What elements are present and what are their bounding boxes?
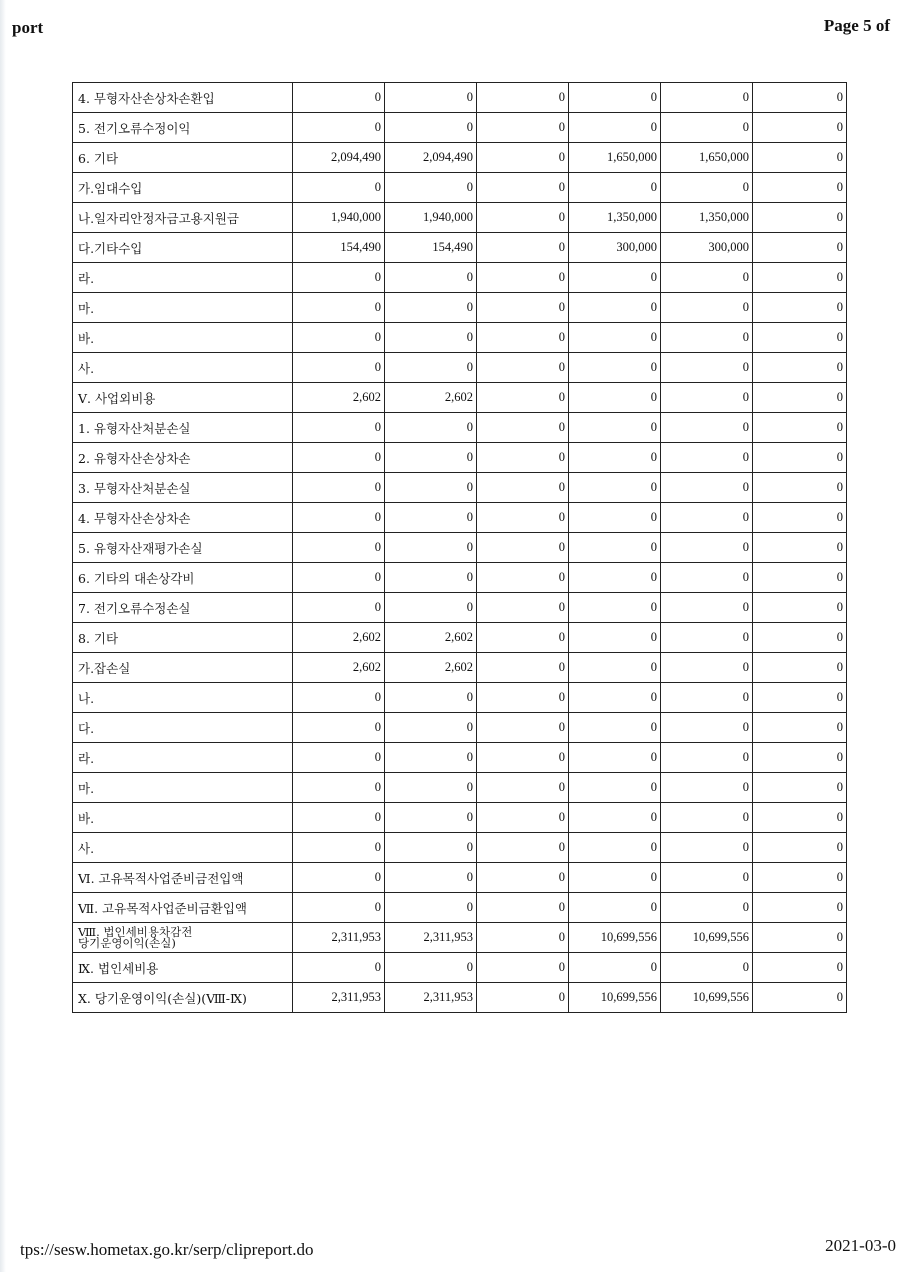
amount-cell-v4: 0	[569, 533, 661, 563]
amount-cell-v6: 0	[753, 863, 847, 893]
row-label: 가.임대수입	[73, 173, 293, 203]
amount-cell-v6: 0	[753, 323, 847, 353]
amount-cell-v4: 0	[569, 683, 661, 713]
amount-cell-v6: 0	[753, 683, 847, 713]
amount-cell-v6: 0	[753, 353, 847, 383]
amount-cell-v3: 0	[477, 263, 569, 293]
amount-cell-v5: 0	[661, 113, 753, 143]
amount-cell-v5: 0	[661, 443, 753, 473]
amount-cell-v5: 0	[661, 503, 753, 533]
row-label: 라.	[73, 743, 293, 773]
amount-cell-v5: 10,699,556	[661, 923, 753, 953]
amount-cell-v3: 0	[477, 713, 569, 743]
table-row	[73, 803, 847, 833]
amount-cell-v1: 1,940,000	[293, 203, 385, 233]
amount-cell-v5: 0	[661, 383, 753, 413]
row-label: 7. 전기오류수정손실	[73, 593, 293, 623]
amount-cell-v4: 0	[569, 833, 661, 863]
amount-cell-v4: 0	[569, 263, 661, 293]
amount-cell-v6: 0	[753, 923, 847, 953]
amount-cell-v1: 2,311,953	[293, 983, 385, 1013]
row-label: 바.	[73, 803, 293, 833]
amount-cell-v4: 0	[569, 113, 661, 143]
amount-cell-v3: 0	[477, 833, 569, 863]
amount-cell-v3: 0	[477, 773, 569, 803]
amount-cell-v4: 0	[569, 593, 661, 623]
amount-cell-v5: 0	[661, 593, 753, 623]
row-label: Ⅶ. 고유목적사업준비금환입액	[73, 893, 293, 923]
amount-cell-v5: 1,650,000	[661, 143, 753, 173]
amount-cell-v6: 0	[753, 83, 847, 113]
amount-cell-v2: 0	[385, 683, 477, 713]
header-page-number: Page 5 of	[823, 16, 890, 35]
amount-cell-v4: 0	[569, 653, 661, 683]
amount-cell-v1: 0	[293, 773, 385, 803]
table-row	[73, 293, 847, 323]
table-row	[73, 743, 847, 773]
amount-cell-v2: 0	[385, 953, 477, 983]
amount-cell-v2: 2,311,953	[385, 923, 477, 953]
amount-cell-v6: 0	[753, 233, 847, 263]
amount-cell-v2: 0	[385, 533, 477, 563]
amount-cell-v3: 0	[477, 503, 569, 533]
amount-cell-v5: 0	[661, 713, 753, 743]
table-row	[73, 383, 847, 413]
table-row	[73, 563, 847, 593]
amount-cell-v1: 0	[293, 113, 385, 143]
amount-cell-v6: 0	[753, 563, 847, 593]
amount-cell-v2: 0	[385, 743, 477, 773]
row-label: 4. 무형자산손상차손	[73, 503, 293, 533]
amount-cell-v3: 0	[477, 593, 569, 623]
amount-cell-v6: 0	[753, 383, 847, 413]
table-row	[73, 263, 847, 293]
amount-cell-v2: 2,602	[385, 623, 477, 653]
amount-cell-v5: 0	[661, 863, 753, 893]
amount-cell-v5: 0	[661, 653, 753, 683]
scan-edge-shadow	[0, 0, 6, 1272]
table-row	[73, 653, 847, 683]
amount-cell-v6: 0	[753, 623, 847, 653]
amount-cell-v6: 0	[753, 803, 847, 833]
amount-cell-v4: 0	[569, 293, 661, 323]
amount-cell-v1: 0	[293, 473, 385, 503]
amount-cell-v3: 0	[477, 143, 569, 173]
amount-cell-v1: 2,094,490	[293, 143, 385, 173]
amount-cell-v6: 0	[753, 893, 847, 923]
table-row	[73, 923, 847, 953]
amount-cell-v2: 0	[385, 173, 477, 203]
amount-cell-v1: 0	[293, 533, 385, 563]
amount-cell-v1: 0	[293, 173, 385, 203]
row-label: 마.	[73, 293, 293, 323]
amount-cell-v5: 0	[661, 323, 753, 353]
amount-cell-v1: 2,602	[293, 653, 385, 683]
amount-cell-v2: 0	[385, 353, 477, 383]
amount-cell-v5: 0	[661, 473, 753, 503]
amount-cell-v6: 0	[753, 143, 847, 173]
amount-cell-v5: 0	[661, 563, 753, 593]
row-label: Ⅴ. 사업외비용	[73, 383, 293, 413]
table-row	[73, 773, 847, 803]
amount-cell-v6: 0	[753, 713, 847, 743]
amount-cell-v3: 0	[477, 473, 569, 503]
amount-cell-v4: 0	[569, 803, 661, 833]
amount-cell-v2: 2,602	[385, 653, 477, 683]
amount-cell-v5: 0	[661, 743, 753, 773]
table-row	[73, 623, 847, 653]
amount-cell-v3: 0	[477, 383, 569, 413]
row-label: 2. 유형자산손상차손	[73, 443, 293, 473]
amount-cell-v5: 0	[661, 533, 753, 563]
amount-cell-v5: 0	[661, 773, 753, 803]
amount-cell-v4: 0	[569, 953, 661, 983]
amount-cell-v6: 0	[753, 533, 847, 563]
amount-cell-v2: 0	[385, 293, 477, 323]
amount-cell-v1: 0	[293, 293, 385, 323]
amount-cell-v1: 0	[293, 443, 385, 473]
table-row	[73, 953, 847, 983]
amount-cell-v1: 0	[293, 563, 385, 593]
table-row	[73, 143, 847, 173]
amount-cell-v6: 0	[753, 263, 847, 293]
amount-cell-v3: 0	[477, 533, 569, 563]
row-label: Ⅵ. 고유목적사업준비금전입액	[73, 863, 293, 893]
amount-cell-v4: 10,699,556	[569, 923, 661, 953]
amount-cell-v1: 0	[293, 263, 385, 293]
amount-cell-v3: 0	[477, 293, 569, 323]
amount-cell-v2: 0	[385, 713, 477, 743]
row-label: 가.잡손실	[73, 653, 293, 683]
amount-cell-v5: 0	[661, 173, 753, 203]
amount-cell-v1: 0	[293, 893, 385, 923]
amount-cell-v3: 0	[477, 983, 569, 1013]
row-label: 바.	[73, 323, 293, 353]
table-row	[73, 173, 847, 203]
row-label: 4. 무형자산손상차손환입	[73, 83, 293, 113]
table-row	[73, 893, 847, 923]
table-row	[73, 413, 847, 443]
amount-cell-v2: 0	[385, 593, 477, 623]
amount-cell-v4: 0	[569, 383, 661, 413]
amount-cell-v3: 0	[477, 743, 569, 773]
amount-cell-v3: 0	[477, 173, 569, 203]
amount-cell-v4: 0	[569, 173, 661, 203]
amount-cell-v2: 0	[385, 473, 477, 503]
header-report-title: port	[12, 18, 44, 37]
amount-cell-v4: 0	[569, 473, 661, 503]
amount-cell-v3: 0	[477, 683, 569, 713]
row-label: 마.	[73, 773, 293, 803]
amount-cell-v3: 0	[477, 863, 569, 893]
amount-cell-v1: 0	[293, 743, 385, 773]
amount-cell-v6: 0	[753, 443, 847, 473]
amount-cell-v2: 0	[385, 773, 477, 803]
amount-cell-v6: 0	[753, 653, 847, 683]
amount-cell-v3: 0	[477, 83, 569, 113]
table-row	[73, 533, 847, 563]
amount-cell-v4: 0	[569, 743, 661, 773]
amount-cell-v6: 0	[753, 503, 847, 533]
table-row	[73, 113, 847, 143]
amount-cell-v6: 0	[753, 293, 847, 323]
amount-cell-v2: 154,490	[385, 233, 477, 263]
amount-cell-v3: 0	[477, 563, 569, 593]
footer-url: tps://sesw.hometax.go.kr/serp/clipreport.do	[20, 1240, 314, 1259]
amount-cell-v1: 154,490	[293, 233, 385, 263]
amount-cell-v6: 0	[753, 743, 847, 773]
amount-cell-v6: 0	[753, 173, 847, 203]
amount-cell-v1: 0	[293, 323, 385, 353]
amount-cell-v2: 0	[385, 443, 477, 473]
amount-cell-v4: 0	[569, 413, 661, 443]
table-row	[73, 83, 847, 113]
amount-cell-v3: 0	[477, 203, 569, 233]
amount-cell-v5: 0	[661, 413, 753, 443]
amount-cell-v2: 0	[385, 503, 477, 533]
amount-cell-v3: 0	[477, 893, 569, 923]
amount-cell-v6: 0	[753, 113, 847, 143]
amount-cell-v5: 0	[661, 953, 753, 983]
amount-cell-v2: 0	[385, 863, 477, 893]
amount-cell-v3: 0	[477, 803, 569, 833]
amount-cell-v2: 2,311,953	[385, 983, 477, 1013]
amount-cell-v3: 0	[477, 353, 569, 383]
table-row	[73, 593, 847, 623]
amount-cell-v1: 0	[293, 593, 385, 623]
amount-cell-v6: 0	[753, 833, 847, 863]
amount-cell-v4: 0	[569, 623, 661, 653]
row-label-line1: Ⅷ. 법인세비용차감전	[78, 924, 193, 939]
amount-cell-v4: 0	[569, 83, 661, 113]
amount-cell-v2: 0	[385, 803, 477, 833]
amount-cell-v5: 0	[661, 623, 753, 653]
amount-cell-v3: 0	[477, 953, 569, 983]
amount-cell-v4: 0	[569, 563, 661, 593]
amount-cell-v5: 0	[661, 803, 753, 833]
amount-cell-v4: 0	[569, 893, 661, 923]
amount-cell-v6: 0	[753, 473, 847, 503]
row-label: 다.기타수입	[73, 233, 293, 263]
amount-cell-v1: 0	[293, 683, 385, 713]
amount-cell-v1: 0	[293, 803, 385, 833]
income-statement-table	[72, 82, 847, 1013]
amount-cell-v6: 0	[753, 983, 847, 1013]
row-label	[73, 923, 293, 953]
amount-cell-v1: 2,311,953	[293, 923, 385, 953]
row-label: 사.	[73, 353, 293, 383]
amount-cell-v6: 0	[753, 413, 847, 443]
row-label: 1. 유형자산처분손실	[73, 413, 293, 443]
amount-cell-v2: 2,094,490	[385, 143, 477, 173]
row-label: 5. 전기오류수정이익	[73, 113, 293, 143]
table-row	[73, 503, 847, 533]
amount-cell-v5: 0	[661, 293, 753, 323]
amount-cell-v5: 10,699,556	[661, 983, 753, 1013]
row-label: 5. 유형자산재평가손실	[73, 533, 293, 563]
amount-cell-v2: 0	[385, 413, 477, 443]
amount-cell-v3: 0	[477, 443, 569, 473]
amount-cell-v4: 1,350,000	[569, 203, 661, 233]
amount-cell-v5: 0	[661, 893, 753, 923]
row-label-line2: 당기운영이익(손실)	[78, 935, 176, 950]
table-row	[73, 983, 847, 1013]
amount-cell-v4: 0	[569, 773, 661, 803]
amount-cell-v6: 0	[753, 953, 847, 983]
amount-cell-v4: 0	[569, 353, 661, 383]
amount-cell-v4: 300,000	[569, 233, 661, 263]
amount-cell-v2: 0	[385, 563, 477, 593]
row-label: 다.	[73, 713, 293, 743]
table-row	[73, 233, 847, 263]
amount-cell-v4: 0	[569, 503, 661, 533]
table-body	[73, 83, 847, 1013]
amount-cell-v3: 0	[477, 653, 569, 683]
table-row	[73, 683, 847, 713]
amount-cell-v3: 0	[477, 413, 569, 443]
amount-cell-v5: 0	[661, 683, 753, 713]
row-label: 6. 기타의 대손상각비	[73, 563, 293, 593]
amount-cell-v3: 0	[477, 623, 569, 653]
amount-cell-v1: 0	[293, 503, 385, 533]
amount-cell-v2: 2,602	[385, 383, 477, 413]
amount-cell-v1: 0	[293, 863, 385, 893]
table-row	[73, 833, 847, 863]
amount-cell-v1: 0	[293, 413, 385, 443]
row-label: Ⅸ. 법인세비용	[73, 953, 293, 983]
amount-cell-v1: 0	[293, 713, 385, 743]
amount-cell-v1: 0	[293, 353, 385, 383]
amount-cell-v2: 0	[385, 833, 477, 863]
amount-cell-v2: 0	[385, 893, 477, 923]
amount-cell-v1: 0	[293, 83, 385, 113]
amount-cell-v5: 300,000	[661, 233, 753, 263]
amount-cell-v4: 0	[569, 863, 661, 893]
amount-cell-v6: 0	[753, 773, 847, 803]
row-label: 나.	[73, 683, 293, 713]
amount-cell-v2: 0	[385, 113, 477, 143]
row-label: 3. 무형자산처분손실	[73, 473, 293, 503]
row-label: Ⅹ. 당기운영이익(손실)(Ⅷ-Ⅸ)	[73, 983, 293, 1013]
amount-cell-v1: 0	[293, 953, 385, 983]
row-label: 사.	[73, 833, 293, 863]
amount-cell-v6: 0	[753, 203, 847, 233]
amount-cell-v5: 0	[661, 83, 753, 113]
amount-cell-v5: 0	[661, 833, 753, 863]
amount-cell-v5: 0	[661, 353, 753, 383]
amount-cell-v1: 2,602	[293, 623, 385, 653]
footer-date: 2021-03-0	[825, 1236, 896, 1255]
table-row	[73, 713, 847, 743]
table-row	[73, 863, 847, 893]
row-label: 6. 기타	[73, 143, 293, 173]
amount-cell-v1: 0	[293, 833, 385, 863]
amount-cell-v2: 0	[385, 83, 477, 113]
amount-cell-v2: 0	[385, 323, 477, 353]
amount-cell-v6: 0	[753, 593, 847, 623]
table-row	[73, 473, 847, 503]
amount-cell-v5: 0	[661, 263, 753, 293]
amount-cell-v3: 0	[477, 923, 569, 953]
row-label: 8. 기타	[73, 623, 293, 653]
amount-cell-v2: 0	[385, 263, 477, 293]
amount-cell-v2: 1,940,000	[385, 203, 477, 233]
table-row	[73, 323, 847, 353]
amount-cell-v4: 10,699,556	[569, 983, 661, 1013]
row-label: 나.일자리안정자금고용지원금	[73, 203, 293, 233]
table-row	[73, 353, 847, 383]
amount-cell-v3: 0	[477, 113, 569, 143]
table-row	[73, 443, 847, 473]
amount-cell-v4: 0	[569, 443, 661, 473]
amount-cell-v4: 0	[569, 713, 661, 743]
amount-cell-v5: 1,350,000	[661, 203, 753, 233]
amount-cell-v4: 0	[569, 323, 661, 353]
amount-cell-v1: 2,602	[293, 383, 385, 413]
table-row	[73, 203, 847, 233]
amount-cell-v3: 0	[477, 323, 569, 353]
row-label: 라.	[73, 263, 293, 293]
amount-cell-v4: 1,650,000	[569, 143, 661, 173]
amount-cell-v3: 0	[477, 233, 569, 263]
